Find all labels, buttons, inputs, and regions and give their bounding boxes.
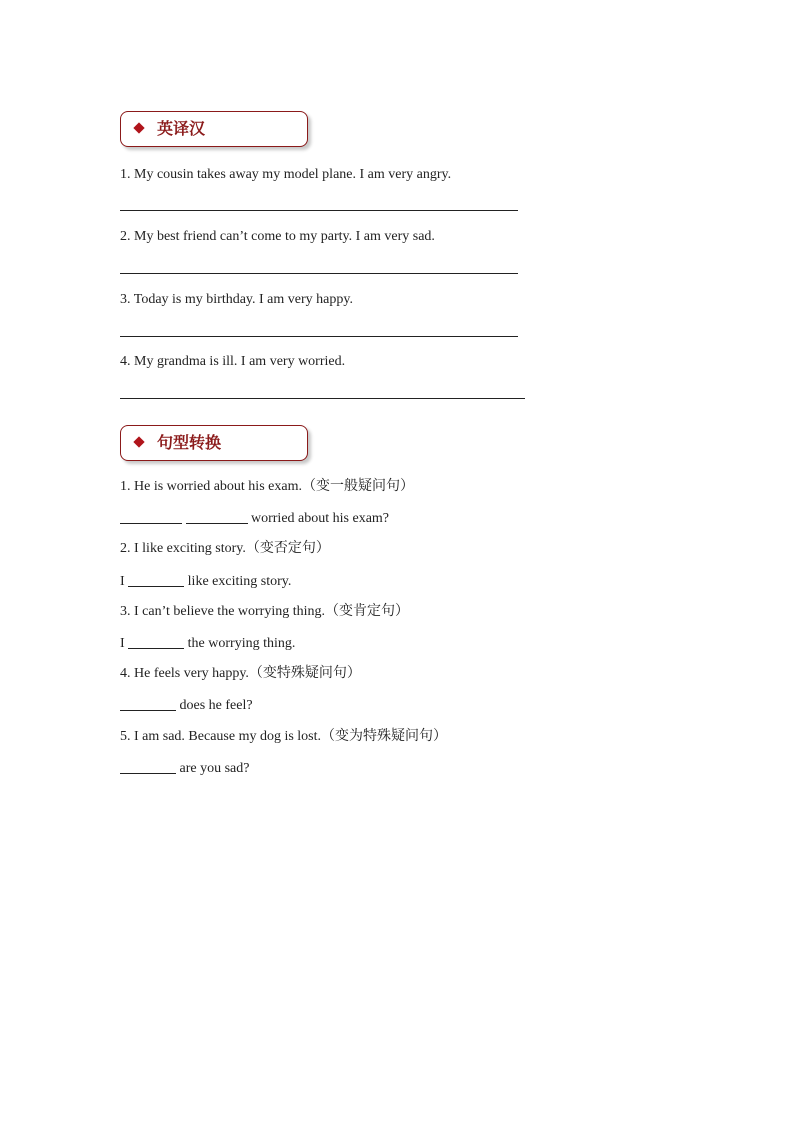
transform-question-3: 3. I can’t believe the worrying thing.（变肯定句）	[120, 604, 410, 619]
answer-blank[interactable]	[128, 572, 184, 587]
answer-line-3[interactable]	[120, 336, 518, 337]
transform-answer-4: does he feel?	[120, 696, 253, 715]
answer-blank[interactable]	[120, 696, 176, 711]
translation-question-1: 1. My cousin takes away my model plane. I am very angry.	[120, 167, 452, 182]
answer-line-4[interactable]	[120, 398, 525, 399]
answer-line-1[interactable]	[120, 210, 518, 211]
transform-answer-1: worried about his exam?	[120, 509, 389, 528]
translation-question-3: 3. Today is my birthday. I am very happy.	[120, 292, 353, 307]
transform-question-1: 1. He is worried about his exam.（变一般疑问句）	[120, 479, 414, 494]
section-title: 句型转换	[157, 433, 222, 452]
answer-blank[interactable]	[120, 759, 176, 774]
answer-blank[interactable]	[128, 634, 184, 649]
transform-answer-5: are you sad?	[120, 759, 249, 778]
transform-question-4: 4. He feels very happy.（变特殊疑问句）	[120, 666, 361, 681]
transform-answer-2: I like exciting story.	[120, 574, 292, 589]
answer-blank[interactable]	[186, 509, 248, 524]
section-header-translation	[120, 111, 308, 147]
translation-question-2: 2. My best friend can’t come to my party. I am very sad.	[120, 229, 435, 244]
answer-line-2[interactable]	[120, 273, 518, 274]
section-header-sentence-transform	[120, 425, 308, 461]
diamond-icon	[133, 122, 144, 133]
section-title: 英译汉	[157, 119, 206, 138]
answer-blank[interactable]	[120, 509, 182, 524]
transform-question-5: 5. I am sad. Because my dog is lost.（变为特殊疑问句）	[120, 729, 448, 744]
diamond-icon	[133, 436, 144, 447]
transform-answer-3: I the worrying thing.	[120, 636, 296, 651]
transform-question-2: 2. I like exciting story.（变否定句）	[120, 541, 330, 556]
translation-question-4: 4. My grandma is ill. I am very worried.	[120, 354, 346, 369]
